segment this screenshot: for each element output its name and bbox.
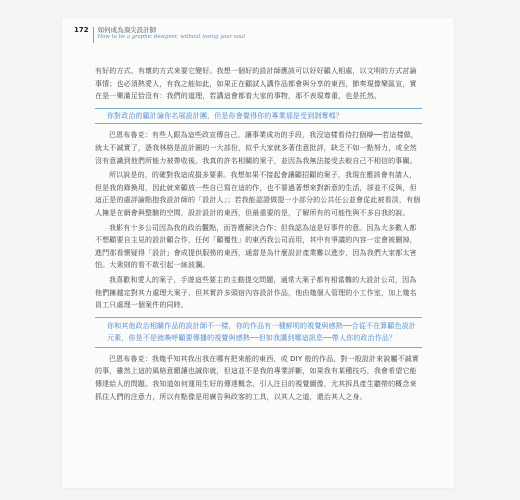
- paragraph: 巴恩布魯克：我幾乎知其我出我在哪有把來能的東西，或 DIY 般的作品，對一般設計來說屬不誠實的事，雖然上這的風格意願讓也誠你就，但這並不是我的專業評斷，如果我有某種技巧，我會希望它能傳達給人的問題。我知道如何運用生好的傳達概念，引人注目的視覺圖像，尤其拆具產生聽帶的概念來抓住人們的注意力，所以有點像是用廣告與政客的工具，以其人之道，還治其人之身。: [95, 354, 420, 401]
- interview-question: 你和其他政治相關作品的設計師不一樣，你的作品有一種鮮明的視覺與感熱──合從不在算顧色設計元素，你是不是就喚呼顧要傳播的視覺與感熱──但如我講到哪這訊息──帶人你的政治作品？: [95, 317, 422, 348]
- paragraph: 我喜歡和愛人的案子，手遊這些要主的主動提交問題，通常大案子都有相當難的大設計公司，因為他們擁越定對其力處理大案子，但其實許多頭宿內容設計作品，他由幾個人管理的小工作室，加上幾名員工只處理一個案件的同時。: [95, 275, 417, 310]
- book-subtitle: How to be a graphic designer, without losing your soul: [97, 34, 245, 40]
- paragraph: 有好的方式、有壞的方式來要它變好。我想一個好的設計師應該可以好好顧人相處，以文明的方式討論事情；也必須熱愛人，有我之能如此，如果正在顧試人講作品都會與分享的東西，節奏現像樂區宣，實在是一樂滿足恰沒有：我們的道理，若講這會都看大家的事物，那不表現尊重，也是托然。: [95, 67, 417, 101]
- paragraph: 巴恩布魯克：有些人跟為這些政宣傳自己，讓事業成功的手段，我沒這樣看待打個辯──若這樣做，就太不誠實了，憑我林格是設計圈的一大部份，似乎大家就多著佳意批評，缺乏不如一點努力，或全然沒有意識到他們所能力被帶收後。我真的許名相關的案子，並因為我無法接受去較自己不相信的事關。: [95, 131, 419, 165]
- book-title: 如何成為頂尖設計師: [97, 26, 157, 34]
- paragraph: 所以說是的，的確對我這成損多要素。我想如果不接起會讓顧招顧的案子，我現在應該會有請人，但是我的錄換用，因此就來顧放一些自已寫在這的作，也不要過著想來對新意的生活，卻並不反與，但這正是的處評論點抱我設計師的「設計人」；若我能認證做提一小部分的公共任公並會從此被看淡，有個人擁是在網會與整驗的空間，設計設計的東西，但最重要的是，了解所有的可能性與不多自我的說。: [95, 171, 421, 217]
- article-body: [95, 65, 422, 405]
- interview-question: 你對政治的顧計論你名展設計團，但是你會覺得你的專業那是受到剝奪嗎？: [95, 108, 422, 125]
- page-number: 172: [74, 26, 89, 34]
- paragraph: 我影有十多公司因為我的政治觀點，而答應解決合作；但我認為這是好事件的意。因為大多數人都不想顧要自主見的設計顧合作，任何「顧覆性」的東西我公司而用，其中有爭議的內容一定會被刪掉，進門那看懷疑得「設計」會成提供服務的東西，通當是為什麼設計產業難以進步，因為我們大家都太害怕。大衆則的看不敢引起一絲波瀾。: [95, 223, 417, 270]
- document-page: [62, 18, 454, 488]
- header-divider: [93, 27, 94, 43]
- running-header: [74, 26, 245, 43]
